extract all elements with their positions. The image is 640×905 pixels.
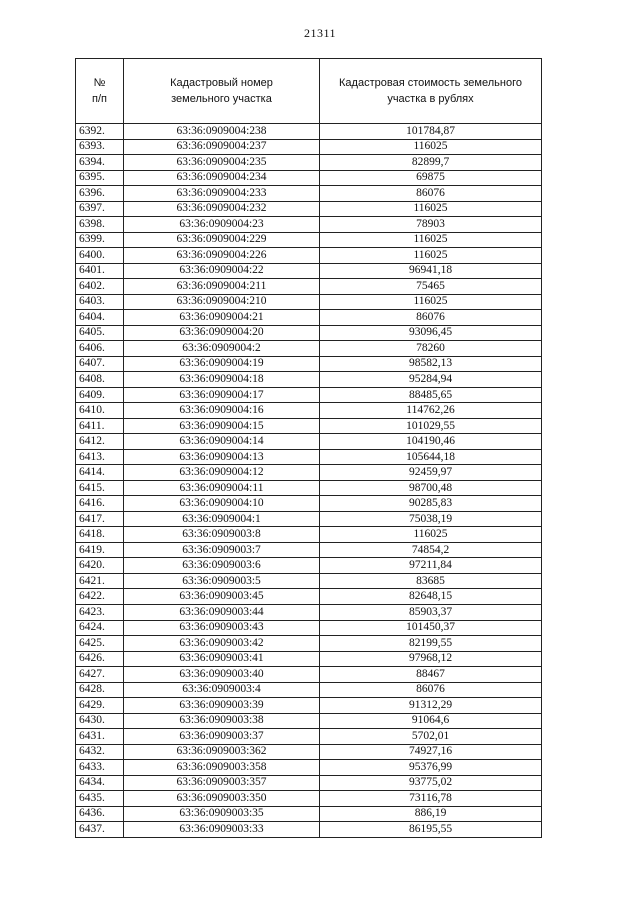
cadastral-number-cell: 63:36:0909004:11 — [124, 480, 320, 496]
row-number-cell: 6410. — [76, 403, 124, 419]
cadastral-number-cell: 63:36:0909003:7 — [124, 542, 320, 558]
cadastral-number-cell: 63:36:0909003:40 — [124, 667, 320, 683]
row-number-cell: 6436. — [76, 806, 124, 822]
table-row — [76, 387, 542, 403]
table-row — [76, 217, 542, 233]
cadastral-value-cell: 74854,2 — [320, 542, 542, 558]
cadastral-value-cell: 92459,97 — [320, 465, 542, 481]
row-number-cell: 6432. — [76, 744, 124, 760]
cadastral-value-cell: 75465 — [320, 279, 542, 295]
cadastral-number-cell: 63:36:0909004:22 — [124, 263, 320, 279]
row-number-cell: 6396. — [76, 186, 124, 202]
row-number-cell: 6427. — [76, 667, 124, 683]
cadastral-value-cell: 5702,01 — [320, 729, 542, 745]
cadastral-value-cell: 95376,99 — [320, 760, 542, 776]
cadastral-number-cell: 63:36:0909003:45 — [124, 589, 320, 605]
row-number-cell: 6424. — [76, 620, 124, 636]
row-number-cell: 6401. — [76, 263, 124, 279]
cadastral-value-cell: 86076 — [320, 186, 542, 202]
cadastral-value-cell: 69875 — [320, 170, 542, 186]
table-row — [76, 403, 542, 419]
cadastral-number-cell: 63:36:0909003:38 — [124, 713, 320, 729]
table-row — [76, 589, 542, 605]
table-row — [76, 667, 542, 683]
cadastral-value-cell: 82648,15 — [320, 589, 542, 605]
table-row — [76, 713, 542, 729]
cadastral-value-cell: 96941,18 — [320, 263, 542, 279]
cadastral-value-cell: 116025 — [320, 294, 542, 310]
row-number-cell: 6431. — [76, 729, 124, 745]
cadastral-value-cell: 97211,84 — [320, 558, 542, 574]
cadastral-value-cell: 116025 — [320, 248, 542, 264]
cadastral-number-cell: 63:36:0909003:350 — [124, 791, 320, 807]
cadastral-value-cell: 93775,02 — [320, 775, 542, 791]
cadastral-value-cell: 83685 — [320, 573, 542, 589]
row-number-cell: 6415. — [76, 480, 124, 496]
cadastral-number-cell: 63:36:0909003:358 — [124, 760, 320, 776]
cadastral-number-cell: 63:36:0909003:39 — [124, 698, 320, 714]
cadastral-value-cell: 90285,83 — [320, 496, 542, 512]
table-row — [76, 232, 542, 248]
cadastral-number-cell: 63:36:0909003:357 — [124, 775, 320, 791]
cadastral-value-cell: 101784,87 — [320, 124, 542, 140]
row-number-cell: 6429. — [76, 698, 124, 714]
row-number-cell: 6420. — [76, 558, 124, 574]
table-row — [76, 201, 542, 217]
table-row — [76, 651, 542, 667]
cadastral-value-cell: 91064,6 — [320, 713, 542, 729]
cadastral-number-cell: 63:36:0909003:44 — [124, 604, 320, 620]
cadastral-value-cell: 78260 — [320, 341, 542, 357]
cadastral-number-cell: 63:36:0909004:235 — [124, 155, 320, 171]
row-number-cell: 6411. — [76, 418, 124, 434]
row-number-cell: 6416. — [76, 496, 124, 512]
table-row — [76, 620, 542, 636]
row-number-cell: 6398. — [76, 217, 124, 233]
row-number-cell: 6418. — [76, 527, 124, 543]
table-row — [76, 279, 542, 295]
cadastral-number-cell: 63:36:0909004:15 — [124, 418, 320, 434]
table-row — [76, 248, 542, 264]
cadastral-number-cell: 63:36:0909003:41 — [124, 651, 320, 667]
row-number-cell: 6430. — [76, 713, 124, 729]
row-number-cell: 6414. — [76, 465, 124, 481]
row-number-cell: 6413. — [76, 449, 124, 465]
table-header — [76, 59, 542, 124]
table-row — [76, 744, 542, 760]
table-row — [76, 527, 542, 543]
table-row — [76, 139, 542, 155]
cadastral-number-cell: 63:36:0909003:43 — [124, 620, 320, 636]
cadastral-number-cell: 63:36:0909003:8 — [124, 527, 320, 543]
cadastral-value-cell: 86195,55 — [320, 822, 542, 838]
table-row — [76, 511, 542, 527]
cadastral-value-cell: 114762,26 — [320, 403, 542, 419]
cadastral-value-cell: 75038,19 — [320, 511, 542, 527]
cadastral-value-cell: 86076 — [320, 310, 542, 326]
cadastral-number-cell: 63:36:0909003:5 — [124, 573, 320, 589]
cadastral-number-cell: 63:36:0909003:42 — [124, 636, 320, 652]
cadastral-number-cell: 63:36:0909004:12 — [124, 465, 320, 481]
cadastral-number-cell: 63:36:0909003:33 — [124, 822, 320, 838]
cadastral-number-cell: 63:36:0909004:23 — [124, 217, 320, 233]
row-number-cell: 6406. — [76, 341, 124, 357]
row-number-cell: 6404. — [76, 310, 124, 326]
cadastral-value-cell: 886,19 — [320, 806, 542, 822]
table-row — [76, 418, 542, 434]
row-number-cell: 6433. — [76, 760, 124, 776]
row-number-cell: 6417. — [76, 511, 124, 527]
cadastral-value-cell: 82899,7 — [320, 155, 542, 171]
table-row — [76, 573, 542, 589]
table-row — [76, 760, 542, 776]
table-row — [76, 263, 542, 279]
row-number-cell: 6421. — [76, 573, 124, 589]
table-row — [76, 341, 542, 357]
row-number-cell: 6437. — [76, 822, 124, 838]
cadastral-number-cell: 63:36:0909004:226 — [124, 248, 320, 264]
cadastral-value-cell: 104190,46 — [320, 434, 542, 450]
row-number-cell: 6423. — [76, 604, 124, 620]
cadastral-number-cell: 63:36:0909004:233 — [124, 186, 320, 202]
table-row — [76, 170, 542, 186]
header-number-line1: № — [93, 77, 106, 89]
table-row — [76, 806, 542, 822]
table-row — [76, 604, 542, 620]
table-row — [76, 775, 542, 791]
cadastral-value-cell: 78903 — [320, 217, 542, 233]
row-number-cell: 6434. — [76, 775, 124, 791]
row-number-cell: 6428. — [76, 682, 124, 698]
table-row — [76, 496, 542, 512]
cadastral-number-cell: 63:36:0909004:13 — [124, 449, 320, 465]
cadastral-value-cell: 116025 — [320, 232, 542, 248]
header-value-line1: Кадастровая стоимость земельного — [339, 77, 522, 89]
header-number — [76, 59, 124, 124]
cadastral-number-cell: 63:36:0909004:16 — [124, 403, 320, 419]
row-number-cell: 6392. — [76, 124, 124, 140]
cadastral-value-cell: 98700,48 — [320, 480, 542, 496]
row-number-cell: 6412. — [76, 434, 124, 450]
row-number-cell: 6397. — [76, 201, 124, 217]
table-row — [76, 558, 542, 574]
table-row — [76, 682, 542, 698]
cadastral-value-cell: 116025 — [320, 201, 542, 217]
row-number-cell: 6409. — [76, 387, 124, 403]
cadastral-number-cell: 63:36:0909004:19 — [124, 356, 320, 372]
table-row — [76, 822, 542, 838]
row-number-cell: 6405. — [76, 325, 124, 341]
cadastral-value-cell: 88485,65 — [320, 387, 542, 403]
table-row — [76, 542, 542, 558]
header-cadastral-line1: Кадастровый номер — [170, 77, 273, 89]
header-value-line2: участка в рублях — [387, 93, 474, 105]
cadastral-value-cell: 93096,45 — [320, 325, 542, 341]
table-row — [76, 480, 542, 496]
cadastral-number-cell: 63:36:0909004:17 — [124, 387, 320, 403]
cadastral-value-cell: 86076 — [320, 682, 542, 698]
row-number-cell: 6395. — [76, 170, 124, 186]
cadastral-number-cell: 63:36:0909004:18 — [124, 372, 320, 388]
row-number-cell: 6419. — [76, 542, 124, 558]
table-row — [76, 186, 542, 202]
row-number-cell: 6394. — [76, 155, 124, 171]
cadastral-number-cell: 63:36:0909004:229 — [124, 232, 320, 248]
row-number-cell: 6408. — [76, 372, 124, 388]
table-row — [76, 124, 542, 140]
cadastral-number-cell: 63:36:0909003:6 — [124, 558, 320, 574]
table-row — [76, 310, 542, 326]
table-row — [76, 636, 542, 652]
cadastral-number-cell: 63:36:0909003:362 — [124, 744, 320, 760]
row-number-cell: 6402. — [76, 279, 124, 295]
row-number-cell: 6425. — [76, 636, 124, 652]
row-number-cell: 6400. — [76, 248, 124, 264]
row-number-cell: 6422. — [76, 589, 124, 605]
cadastral-value-cell: 116025 — [320, 527, 542, 543]
table-row — [76, 791, 542, 807]
cadastral-number-cell: 63:36:0909004:21 — [124, 310, 320, 326]
cadastral-number-cell: 63:36:0909004:211 — [124, 279, 320, 295]
cadastral-value-cell: 98582,13 — [320, 356, 542, 372]
header-cadastral-line2: земельного участка — [171, 93, 272, 105]
cadastral-value-cell: 85903,37 — [320, 604, 542, 620]
cadastral-value-cell: 101029,55 — [320, 418, 542, 434]
header-number-line2: п/п — [92, 93, 107, 105]
cadastral-number-cell: 63:36:0909004:20 — [124, 325, 320, 341]
cadastral-number-cell: 63:36:0909004:232 — [124, 201, 320, 217]
row-number-cell: 6403. — [76, 294, 124, 310]
cadastral-number-cell: 63:36:0909004:237 — [124, 139, 320, 155]
cadastral-value-cell: 105644,18 — [320, 449, 542, 465]
header-row — [76, 59, 542, 124]
cadastral-number-cell: 63:36:0909004:10 — [124, 496, 320, 512]
cadastral-value-cell: 116025 — [320, 139, 542, 155]
cadastral-number-cell: 63:36:0909004:234 — [124, 170, 320, 186]
cadastral-value-cell: 88467 — [320, 667, 542, 683]
table-row — [76, 372, 542, 388]
cadastral-number-cell: 63:36:0909004:2 — [124, 341, 320, 357]
cadastral-number-cell: 63:36:0909004:1 — [124, 511, 320, 527]
row-number-cell: 6435. — [76, 791, 124, 807]
cadastral-value-cell: 82199,55 — [320, 636, 542, 652]
header-cadastral-value — [320, 59, 542, 124]
table-row — [76, 155, 542, 171]
row-number-cell: 6393. — [76, 139, 124, 155]
row-number-cell: 6399. — [76, 232, 124, 248]
table-row — [76, 294, 542, 310]
table-row — [76, 434, 542, 450]
cadastral-number-cell: 63:36:0909004:238 — [124, 124, 320, 140]
cadastral-number-cell: 63:36:0909004:14 — [124, 434, 320, 450]
header-cadastral-number — [124, 59, 320, 124]
table-row — [76, 729, 542, 745]
table-row — [76, 325, 542, 341]
table-row — [76, 698, 542, 714]
cadastral-number-cell: 63:36:0909004:210 — [124, 294, 320, 310]
table-row — [76, 449, 542, 465]
row-number-cell: 6407. — [76, 356, 124, 372]
cadastral-number-cell: 63:36:0909003:4 — [124, 682, 320, 698]
cadastral-value-cell: 101450,37 — [320, 620, 542, 636]
cadastral-value-cell: 97968,12 — [320, 651, 542, 667]
cadastral-value-table — [75, 58, 542, 838]
cadastral-value-cell: 73116,78 — [320, 791, 542, 807]
cadastral-number-cell: 63:36:0909003:35 — [124, 806, 320, 822]
page-number: 21311 — [303, 26, 337, 40]
cadastral-value-cell: 95284,94 — [320, 372, 542, 388]
cadastral-number-cell: 63:36:0909003:37 — [124, 729, 320, 745]
row-number-cell: 6426. — [76, 651, 124, 667]
cadastral-value-cell: 74927,16 — [320, 744, 542, 760]
table-row — [76, 356, 542, 372]
table-body — [76, 124, 542, 838]
table-row — [76, 465, 542, 481]
cadastral-value-cell: 91312,29 — [320, 698, 542, 714]
